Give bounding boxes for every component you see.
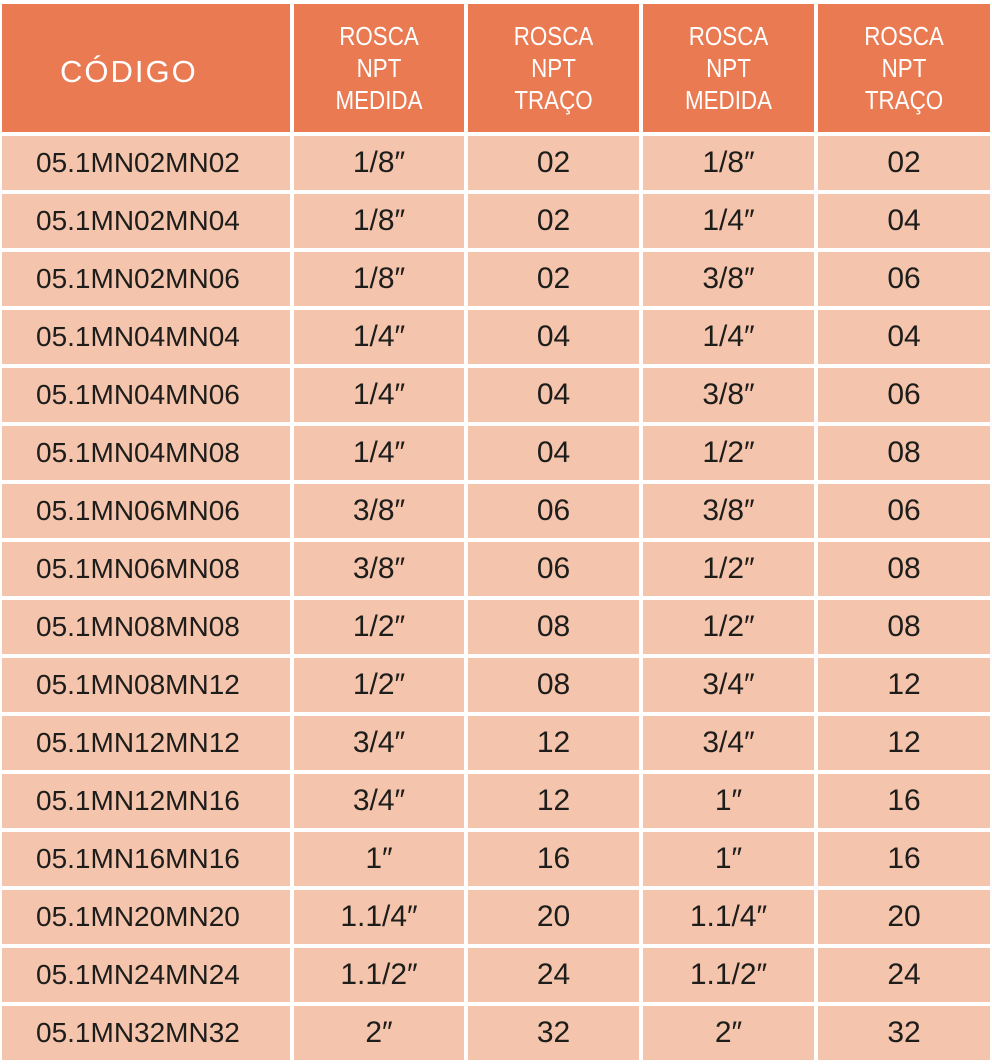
cell-codigo: 05.1MN04MN06 (2, 368, 290, 422)
table-row (2, 890, 990, 944)
header-line: MEDIDA (335, 85, 423, 115)
cell-medida-1: 1/2″ (294, 658, 464, 712)
cell-codigo: 05.1MN04MN08 (2, 426, 290, 480)
table-row (2, 658, 990, 712)
table-row (2, 542, 990, 596)
table-row (2, 426, 990, 480)
cell-codigo: 05.1MN04MN04 (2, 310, 290, 364)
header-line: ROSCA (864, 21, 944, 51)
cell-traco-1: 08 (468, 600, 639, 654)
cell-codigo: 05.1MN02MN04 (2, 194, 290, 248)
table-row (2, 484, 990, 538)
cell-medida-1: 1″ (294, 832, 464, 886)
cell-traco-2: 04 (818, 310, 990, 364)
header-line: NPT (706, 53, 751, 83)
cell-traco-2: 16 (818, 832, 990, 886)
header-rosca-npt-traco-2 (818, 4, 990, 132)
header-rosca-npt-medida-2 (643, 4, 814, 132)
cell-traco-1: 08 (468, 658, 639, 712)
cell-codigo: 05.1MN12MN16 (2, 774, 290, 828)
cell-traco-2: 06 (818, 252, 990, 306)
cell-medida-2: 1/2″ (643, 600, 814, 654)
cell-traco-2: 06 (818, 368, 990, 422)
cell-traco-2: 08 (818, 542, 990, 596)
cell-medida-2: 1/8″ (643, 136, 814, 190)
cell-traco-2: 08 (818, 600, 990, 654)
table-row (2, 194, 990, 248)
cell-medida-1: 2″ (294, 1006, 464, 1060)
cell-traco-2: 12 (818, 658, 990, 712)
cell-medida-1: 1/8″ (294, 252, 464, 306)
cell-traco-1: 02 (468, 136, 639, 190)
cell-traco-1: 20 (468, 890, 639, 944)
cell-traco-2: 04 (818, 194, 990, 248)
table-row (2, 716, 990, 770)
cell-traco-2: 08 (818, 426, 990, 480)
header-line: NPT (531, 53, 576, 83)
cell-medida-2: 1/2″ (643, 542, 814, 596)
cell-medida-2: 3/4″ (643, 716, 814, 770)
cell-codigo: 05.1MN02MN02 (2, 136, 290, 190)
cell-medida-1: 1/8″ (294, 136, 464, 190)
cell-codigo: 05.1MN32MN32 (2, 1006, 290, 1060)
cell-medida-2: 1.1/2″ (643, 948, 814, 1002)
cell-medida-1: 1.1/2″ (294, 948, 464, 1002)
cell-codigo: 05.1MN02MN06 (2, 252, 290, 306)
cell-medida-1: 1/2″ (294, 600, 464, 654)
cell-traco-2: 02 (818, 136, 990, 190)
cell-traco-1: 04 (468, 368, 639, 422)
header-line: ROSCA (513, 21, 594, 51)
cell-traco-1: 04 (468, 426, 639, 480)
cell-medida-2: 3/8″ (643, 484, 814, 538)
table-row (2, 774, 990, 828)
cell-traco-2: 16 (818, 774, 990, 828)
cell-medida-2: 3/8″ (643, 368, 814, 422)
cell-traco-1: 02 (468, 252, 639, 306)
cell-codigo: 05.1MN08MN08 (2, 600, 290, 654)
cell-medida-2: 3/8″ (643, 252, 814, 306)
table-row (2, 948, 990, 1002)
table-header (2, 4, 990, 132)
cell-traco-2: 24 (818, 948, 990, 1002)
cell-traco-1: 12 (468, 716, 639, 770)
header-line: ROSCA (339, 21, 419, 51)
cell-traco-1: 24 (468, 948, 639, 1002)
header-line: NPT (356, 53, 402, 83)
cell-codigo: 05.1MN08MN12 (2, 658, 290, 712)
cell-traco-2: 20 (818, 890, 990, 944)
table-row (2, 368, 990, 422)
header-rosca-npt-traco-1 (468, 4, 639, 132)
cell-codigo: 05.1MN20MN20 (2, 890, 290, 944)
cell-medida-2: 1″ (643, 774, 814, 828)
cell-traco-2: 06 (818, 484, 990, 538)
header-row (2, 4, 990, 132)
cell-medida-2: 1/4″ (643, 310, 814, 364)
cell-medida-1: 3/4″ (294, 716, 464, 770)
cell-traco-1: 06 (468, 484, 639, 538)
header-rosca-npt-medida-1 (294, 4, 464, 132)
cell-medida-1: 1/4″ (294, 426, 464, 480)
cell-traco-1: 16 (468, 832, 639, 886)
cell-traco-1: 12 (468, 774, 639, 828)
table-body (2, 136, 990, 1060)
cell-traco-1: 04 (468, 310, 639, 364)
header-line: TRAÇO (514, 85, 593, 115)
cell-medida-2: 1/4″ (643, 194, 814, 248)
header-codigo (2, 4, 290, 132)
cell-medida-2: 2″ (643, 1006, 814, 1060)
header-line: TRAÇO (864, 85, 944, 115)
cell-medida-2: 1″ (643, 832, 814, 886)
cell-traco-1: 06 (468, 542, 639, 596)
cell-traco-1: 02 (468, 194, 639, 248)
cell-traco-2: 32 (818, 1006, 990, 1060)
cell-codigo: 05.1MN16MN16 (2, 832, 290, 886)
cell-codigo: 05.1MN06MN08 (2, 542, 290, 596)
cell-codigo: 05.1MN06MN06 (2, 484, 290, 538)
table-row (2, 252, 990, 306)
table-row (2, 832, 990, 886)
cell-medida-2: 3/4″ (643, 658, 814, 712)
cell-traco-1: 32 (468, 1006, 639, 1060)
cell-medida-1: 3/8″ (294, 484, 464, 538)
header-line: MEDIDA (685, 85, 772, 115)
table-row (2, 1006, 990, 1060)
cell-medida-1: 1/4″ (294, 368, 464, 422)
cell-codigo: 05.1MN12MN12 (2, 716, 290, 770)
cell-medida-1: 1/4″ (294, 310, 464, 364)
cell-medida-1: 3/4″ (294, 774, 464, 828)
header-line: NPT (881, 53, 927, 83)
cell-medida-2: 1.1/4″ (643, 890, 814, 944)
cell-traco-2: 12 (818, 716, 990, 770)
cell-medida-2: 1/2″ (643, 426, 814, 480)
table-row (2, 136, 990, 190)
cell-medida-1: 1/8″ (294, 194, 464, 248)
table-row (2, 600, 990, 654)
cell-medida-1: 1.1/4″ (294, 890, 464, 944)
header-line: ROSCA (688, 21, 769, 51)
header-line: CÓDIGO (60, 54, 198, 89)
cell-codigo: 05.1MN24MN24 (2, 948, 290, 1002)
cell-medida-1: 3/8″ (294, 542, 464, 596)
table-row (2, 310, 990, 364)
